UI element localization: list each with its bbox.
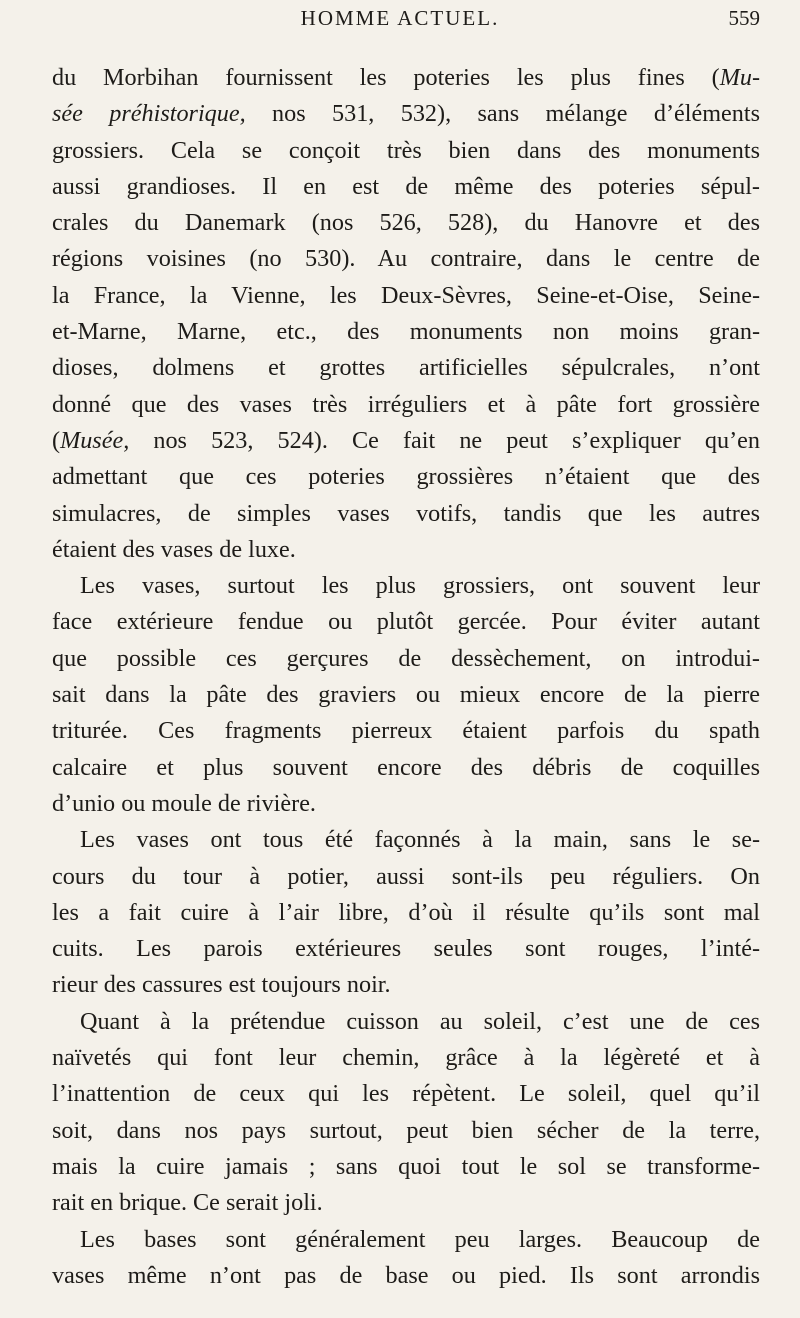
text-line	[52, 713, 760, 749]
text-line	[52, 822, 760, 858]
text-run: mais la cuire jamais ; sans quoi tout le sol se transforme-	[52, 1152, 760, 1180]
text-line	[52, 1076, 760, 1112]
text-line	[52, 1185, 760, 1221]
italic-text: Musée,	[60, 426, 130, 454]
text-run: que possible ces gerçures de dessèchement, on introdui-	[52, 644, 760, 672]
page-number: 559	[728, 6, 760, 30]
text-run: cours du tour à potier, aussi sont-ils peu réguliers. On	[52, 862, 760, 890]
text-run: les a fait cuire à l’air libre, d’où il résulte qu’ils sont mal	[52, 898, 760, 926]
text-line	[52, 967, 760, 1003]
text-line	[52, 895, 760, 931]
running-head	[0, 6, 800, 42]
text-run: admettant que ces poteries grossières n’étaient que des	[52, 463, 760, 491]
text-run: grossiers. Cela se conçoit très bien dans des monuments	[52, 136, 760, 164]
running-title: HOMME ACTUEL.	[300, 6, 500, 30]
text-run: régions voisines (no 530). Au contraire, dans le centre de	[52, 245, 760, 273]
text-line	[52, 350, 760, 386]
text-run: du Morbihan fournissent les poteries les plus fines (	[52, 64, 720, 91]
text-run: cuits. Les parois extérieures seules sont rouges, l’inté-	[52, 935, 760, 963]
text-run: et-Marne, Marne, etc., des monuments non moins gran-	[52, 318, 760, 346]
body-text	[52, 60, 760, 1294]
text-line	[52, 169, 760, 205]
paragraph	[52, 822, 760, 1003]
text-line	[52, 133, 760, 169]
text-run: calcaire et plus souvent encore des débris de coquilles	[52, 753, 760, 781]
text-run: aussi grandioses. Il en est de même des poteries sépul-	[52, 172, 760, 200]
paragraph	[52, 60, 760, 568]
text-line	[52, 205, 760, 241]
text-run: nos 523, 524). Ce fait ne peut s’expliquer qu’en	[129, 426, 760, 454]
text-run: étaient des vases de luxe.	[52, 535, 296, 563]
text-run: soit, dans nos pays surtout, peut bien sécher de la terre,	[52, 1116, 760, 1144]
text-run: nos 531, 532), sans mélange d’éléments	[245, 100, 760, 128]
text-line	[52, 496, 760, 532]
paragraph	[52, 1004, 760, 1222]
text-line	[52, 931, 760, 967]
text-run: dioses, dolmens et grottes artificielles sépulcrales, n’ont	[52, 354, 760, 382]
italic-text: sée préhistorique,	[52, 100, 246, 128]
text-line	[52, 859, 760, 895]
text-line	[52, 677, 760, 713]
text-line	[52, 423, 760, 459]
text-line	[52, 750, 760, 786]
text-line	[52, 604, 760, 640]
text-run: donné que des vases très irréguliers et à pâte fort grossière	[52, 390, 760, 418]
text-line	[52, 641, 760, 677]
text-run: rait en brique. Ce serait joli.	[52, 1189, 323, 1217]
text-line	[52, 1149, 760, 1185]
text-line	[52, 278, 760, 314]
text-run: Les vases ont tous été façonnés à la main, sans le se-	[80, 826, 760, 854]
text-line	[52, 96, 760, 132]
text-line	[52, 568, 760, 604]
text-run: Les vases, surtout les plus grossiers, ont souvent leur	[80, 572, 760, 600]
text-line	[52, 786, 760, 822]
text-line	[52, 60, 760, 96]
text-run: la France, la Vienne, les Deux-Sèvres, Seine-et-Oise, Seine-	[52, 281, 760, 309]
text-run: face extérieure fendue ou plutôt gercée. Pour éviter autant	[52, 608, 760, 636]
text-run: rieur des cassures est toujours noir.	[52, 971, 391, 999]
text-line	[52, 314, 760, 350]
text-line	[52, 459, 760, 495]
text-line	[52, 1258, 760, 1294]
text-line	[52, 1113, 760, 1149]
text-run: Quant à la prétendue cuisson au soleil, c’est une de ces	[80, 1007, 760, 1035]
text-run: vases même n’ont pas de base ou pied. Ils sont arrondis	[52, 1261, 760, 1289]
text-line	[52, 532, 760, 568]
text-line	[52, 1004, 760, 1040]
text-run: (	[52, 426, 61, 454]
text-run: Les bases sont généralement peu larges. Beaucoup de	[80, 1225, 760, 1253]
text-run: triturée. Ces fragments pierreux étaient parfois du spath	[52, 717, 760, 745]
text-line	[52, 387, 760, 423]
text-run: naïvetés qui font leur chemin, grâce à la légèreté et à	[52, 1044, 760, 1072]
text-line	[52, 241, 760, 277]
paragraph	[52, 1222, 760, 1295]
paragraph	[52, 568, 760, 822]
text-line	[52, 1040, 760, 1076]
italic-text: Mu-	[719, 64, 760, 91]
text-run: crales du Danemark (nos 526, 528), du Hanovre et des	[52, 209, 760, 237]
text-run: l’inattention de ceux qui les répètent. Le soleil, quel qu’il	[52, 1080, 760, 1108]
text-line	[52, 1222, 760, 1258]
text-run: d’unio ou moule de rivière.	[52, 789, 316, 817]
text-run: sait dans la pâte des graviers ou mieux encore de la pierre	[52, 681, 760, 709]
text-run: simulacres, de simples vases votifs, tandis que les autres	[52, 499, 760, 527]
